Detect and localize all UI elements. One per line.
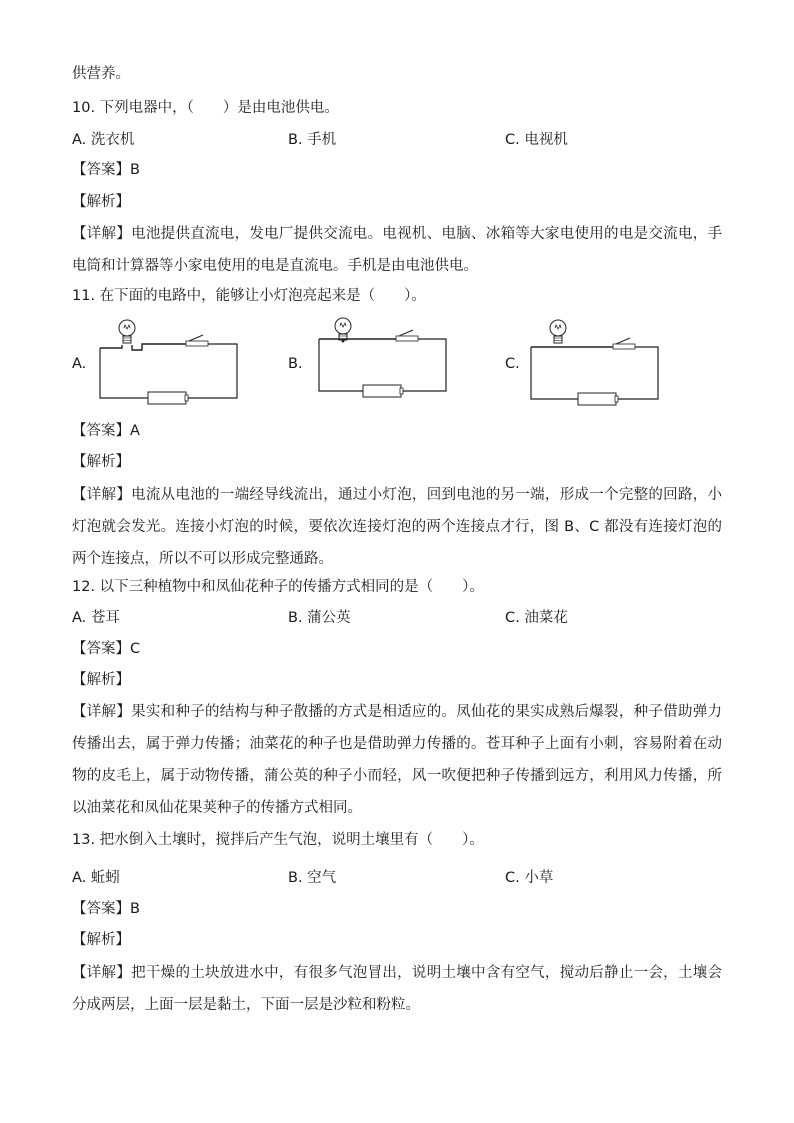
battery-icon xyxy=(363,385,403,397)
battery-icon xyxy=(578,393,618,405)
question-12-stem: 12. 以下三种植物中和凤仙花种子的传播方式相同的是（ ）。 xyxy=(72,579,484,595)
circuit-b-diagram xyxy=(316,314,451,399)
switch-icon xyxy=(613,338,635,349)
bulb-icon xyxy=(119,320,135,343)
circuit-c-diagram xyxy=(528,314,663,409)
q10-answer: 【答案】B xyxy=(72,162,140,178)
q12-answer: 【答案】C xyxy=(72,641,141,657)
switch-icon xyxy=(186,335,208,346)
q10-analysis-label: 【解析】 xyxy=(72,194,130,210)
q13-detail: 【详解】把干燥的土块放进水中，有很多气泡冒出，说明土壤中含有空气，搅动后静止一会，土壤会分成两层，上面一层是黏土，下面一层是沙粒和粉粒。 xyxy=(72,965,722,1013)
battery-icon xyxy=(148,392,188,404)
circuit-a-label: A. xyxy=(72,356,87,372)
continued-text: 供营养。 xyxy=(72,66,130,82)
circuit-c-label: C. xyxy=(505,356,520,372)
q11-answer: 【答案】A xyxy=(72,423,140,439)
switch-icon xyxy=(396,330,418,341)
question-11-stem: 11. 在下面的电路中，能够让小灯泡亮起来是（ ）。 xyxy=(72,288,426,304)
q13-analysis-label: 【解析】 xyxy=(72,932,130,948)
q11-analysis-label: 【解析】 xyxy=(72,454,130,470)
question-10-stem: 10. 下列电器中，（ ）是由电池供电。 xyxy=(72,100,339,116)
bulb-icon xyxy=(550,320,566,343)
circuit-a-diagram xyxy=(96,312,246,407)
q12-analysis-label: 【解析】 xyxy=(72,672,130,688)
q12-option-c: C. 油菜花 xyxy=(505,610,568,626)
q10-detail: 【详解】电池提供直流电，发电厂提供交流电。电视机、电脑、冰箱等大家电使用的电是交流电，手电筒和计算器等小家电使用的电是直流电。手机是由电池供电。 xyxy=(72,226,722,274)
q13-option-a: A. 蚯蚓 xyxy=(72,870,120,886)
q10-option-a: A. 洗衣机 xyxy=(72,132,135,148)
q13-answer: 【答案】B xyxy=(72,901,140,917)
q12-option-a: A. 苍耳 xyxy=(72,610,120,626)
q11-detail: 【详解】电流从电池的一端经导线流出，通过小灯泡，回到电池的另一端，形成一个完整的回路，小灯泡就会发光。连接小灯泡的时候，要依次连接灯泡的两个连接点才行，图 B、C 都没有连接灯泡的两个连接点，所以不可以形成完整通路。 xyxy=(72,487,722,567)
circuit-b-label: B. xyxy=(288,356,303,372)
question-13-stem: 13. 把水倒入土壤时，搅拌后产生气泡，说明土壤里有（ ）。 xyxy=(72,832,484,848)
q12-detail: 【详解】果实和种子的结构与种子散播的方式是相适应的。凤仙花的果实成熟后爆裂，种子借助弹力传播出去，属于弹力传播；油菜花的种子也是借助弹力传播的。苍耳种子上面有小刺，容易附着在动物的皮毛上，属于动物传播，蒲公英的种子小而轻，风一吹便把种子传播到远方，利用风力传播，所以油菜花和凤仙花果荚种子的传播方式相同。 xyxy=(72,704,722,816)
q13-option-c: C. 小草 xyxy=(505,870,554,886)
q10-option-c: C. 电视机 xyxy=(505,132,568,148)
q12-option-b: B. 蒲公英 xyxy=(288,610,351,626)
q13-option-b: B. 空气 xyxy=(288,870,337,886)
q10-option-b: B. 手机 xyxy=(288,132,337,148)
